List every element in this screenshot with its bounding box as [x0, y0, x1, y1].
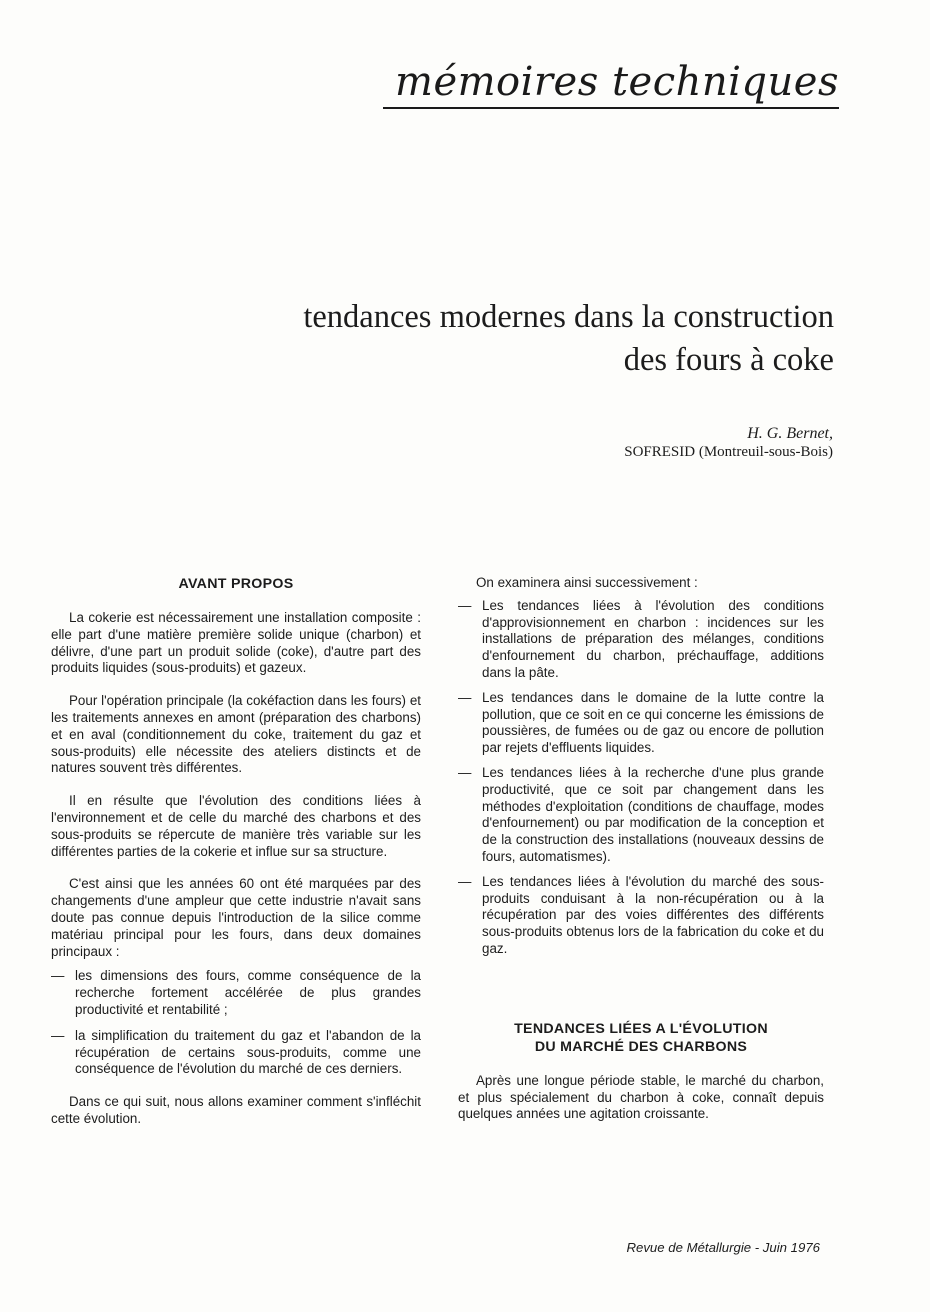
author-block: [433, 425, 833, 461]
list-item: — Les tendances liées à l'évolution du marché des sous-produits conduisant à la non-récupération ou à la récupération par des voies différentes des différents sous-produits obtenus lors de la fabrication du coke et du gaz.: [458, 873, 824, 956]
author-affiliation: SOFRESID (Montreuil-sous-Bois): [624, 444, 833, 460]
topics-list: [458, 598, 824, 958]
dash-marker: —: [458, 873, 472, 889]
domain-list: [51, 968, 421, 1078]
paragraph: On examinera ainsi successivement :: [476, 575, 698, 590]
right-column: [458, 575, 824, 1139]
paragraph: Il en résulte que l'évolution des conditions liées à l'environnement et de celle du marché des charbons et des sous-produits se répercute de manière très variable sur les différentes parties de la cokerie et influe sur sa structure.: [51, 793, 421, 859]
journal-citation: Revue de Métallurgie - Juin 1976: [626, 1240, 820, 1255]
title-line-1: tendances modernes dans la construction: [303, 299, 834, 335]
list-item: — Les tendances dans le domaine de la lutte contre la pollution, que ce soit en ce qui concerne les émissions de poussières, de fumées ou de gaz ou encore de pollution par rejets d'effluents liquides.: [458, 689, 824, 756]
left-column: [51, 575, 421, 1144]
spacer: [458, 974, 824, 1020]
article-title: [134, 296, 834, 382]
title-line-2: des fours à coke: [623, 342, 834, 378]
dash-marker: —: [458, 689, 472, 705]
paragraph: Après une longue période stable, le marché du charbon, et plus spécialement du charbon à coke, connaît depuis quelques années une agitation croissante.: [458, 1072, 824, 1122]
author-name: H. G. Bernet,: [747, 425, 833, 442]
section-label: mémoires techniques: [395, 59, 839, 105]
paragraph: Pour l'opération principale (la cokéfaction dans les fours) et les traitements annexes en amont (préparation des charbons) et en aval (conditionnement du coke, traitement du gaz et sous-produits) elle nécessite des ateliers distincts et de natures souvent très différentes.: [51, 693, 421, 776]
list-item: — Les tendances liées à l'évolution des conditions d'approvisionnement en charbon : incidences sur les installations de préparation des mélanges, conditions d'enfournement du charbon, préchauffage, additions dans la pâte.: [458, 597, 824, 680]
paragraph: La cokerie est nécessairement une installation composite : elle part d'une matière première solide unique (charbon) et délivre, d'une part un produit solide (coke), d'autre part des produits liquides (sous-produits) et gazeux.: [51, 610, 421, 676]
list-item: — la simplification du traitement du gaz et l'abandon de la récupération de certains sous-produits, comme une conséquence de l'évolution du marché de ces derniers.: [51, 1027, 421, 1077]
dash-marker: —: [458, 597, 472, 613]
dash-marker: —: [51, 1027, 65, 1043]
section-rule: [383, 107, 839, 109]
dash-marker: —: [458, 764, 472, 780]
section-heading: TENDANCES LIÉES A L'ÉVOLUTION DU MARCHÉ DES CHARBONS: [514, 1020, 768, 1055]
paragraph: C'est ainsi que les années 60 ont été marquées par des changements d'une ampleur que cette industrie n'avait sans doute pas connue depuis l'introduction de la silice comme matériau principal pour les fours, dans deux domaines principaux :: [51, 876, 421, 959]
foreword-heading: AVANT PROPOS: [178, 576, 294, 592]
list-item: — les dimensions des fours, comme conséquence de la recherche fortement accélérée de plus grandes productivité et rentabilité ;: [51, 968, 421, 1017]
paragraph: Dans ce qui suit, nous allons examiner comment s'infléchit cette évolution.: [51, 1094, 421, 1126]
list-item: — Les tendances liées à la recherche d'une plus grande productivité, que ce soit par changement dans les méthodes d'exploitation (conditions de chauffage, modes d'enfournement) ou par modification de la conception et de la construction des installations (nouveaux dessins de fours, automatismes).: [458, 764, 824, 864]
dash-marker: —: [51, 968, 65, 984]
